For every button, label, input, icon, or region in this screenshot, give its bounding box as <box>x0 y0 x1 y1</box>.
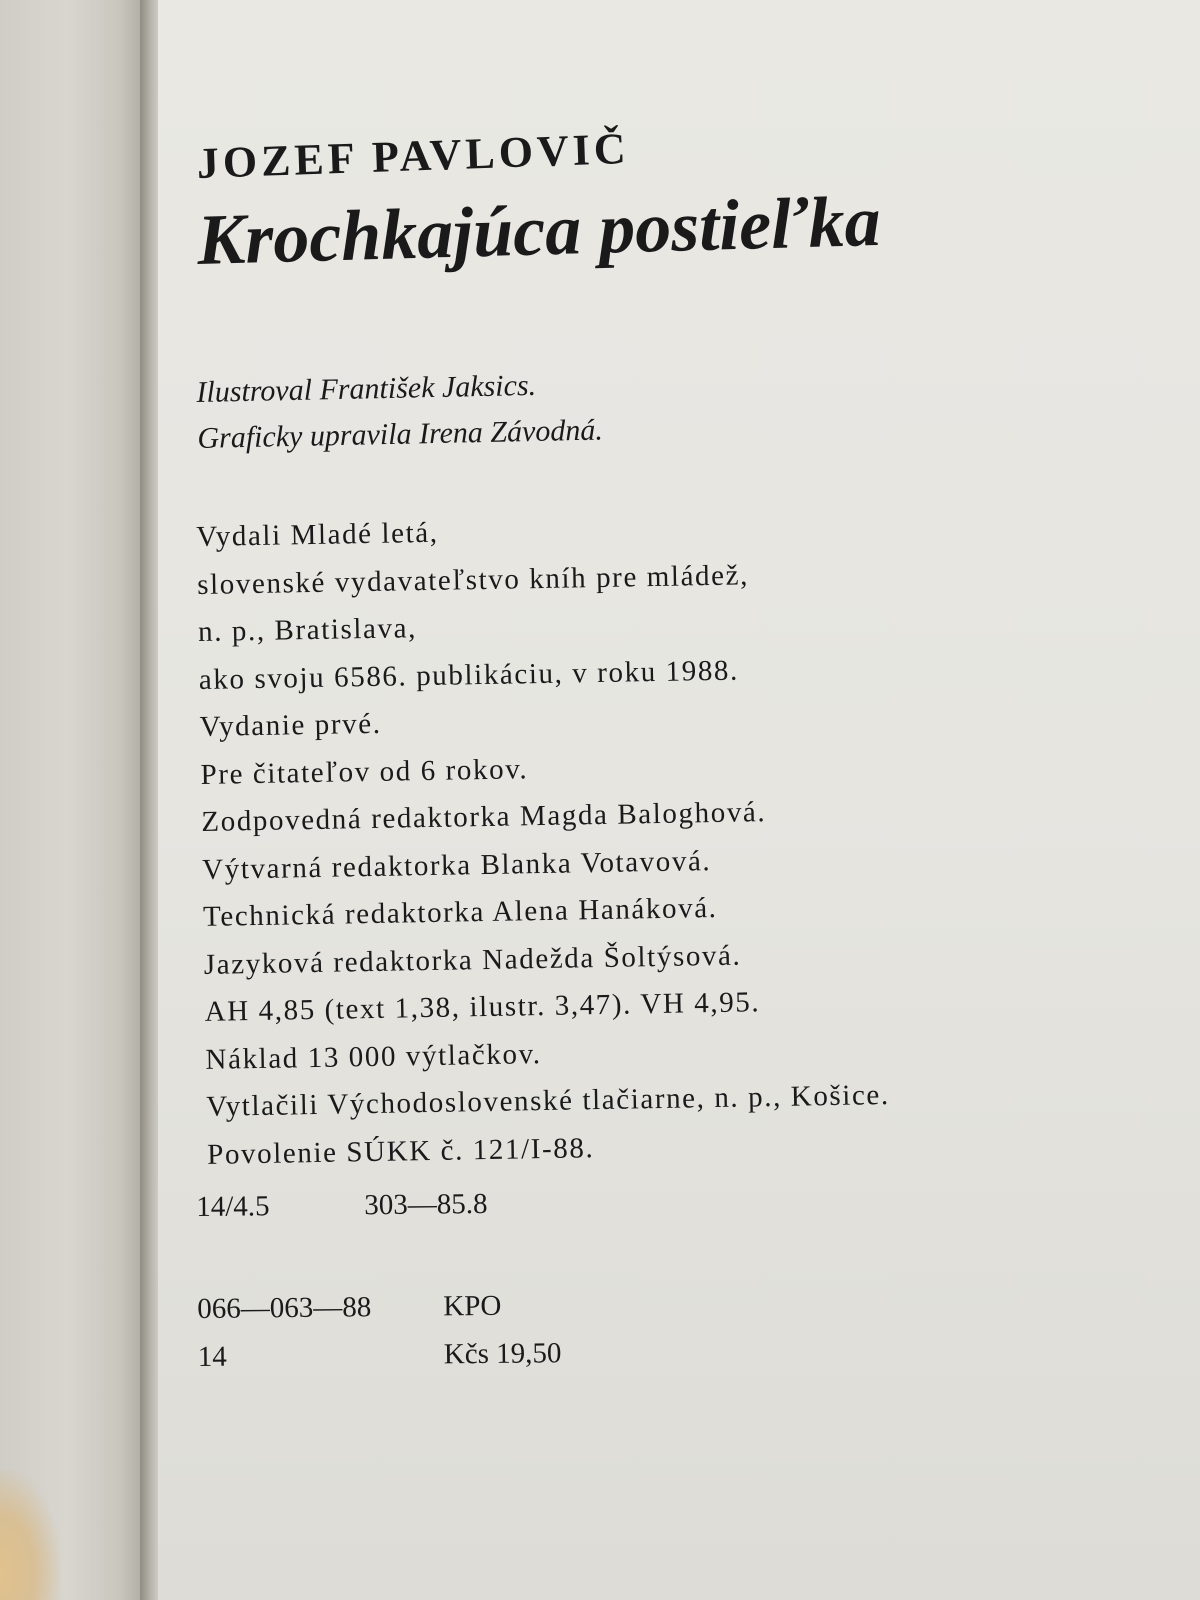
imprint-line: n. p., Bratislava, <box>197 612 418 648</box>
imprint-line: Vytlačili Východoslovenské tlačiarne, n. p., Košice. <box>206 1078 890 1123</box>
book-title: Krochkajúca postieľka <box>196 180 882 280</box>
imprint-line: Vydali Mladé letá, <box>196 516 439 553</box>
imprint-page-content <box>196 123 1156 1381</box>
imprint-line: Povolenie SÚKK č. 121/I-88. <box>206 1131 595 1171</box>
credits-block <box>196 350 1158 462</box>
price-row <box>198 1323 1158 1381</box>
imprint-line: slovenské vydavateľstvo kníh pre mládež, <box>196 558 750 601</box>
credit-line-illustrator: Ilustroval František Jaksics. <box>196 368 537 409</box>
imprint-line: ako svoju 6586. publikáciu, v roku 1988. <box>198 654 740 696</box>
imprint-line: Technická redaktorka Alena Hanáková. <box>202 891 718 933</box>
page-stain <box>0 1470 60 1600</box>
imprint-line: Pre čitateľov od 6 rokov. <box>200 752 529 791</box>
price-value: Kčs 19,50 <box>443 1337 562 1371</box>
catalog-codes <box>196 1173 1158 1381</box>
imprint-line: Jazyková redaktorka Nadežda Šoltýsová. <box>203 939 742 981</box>
code-value: 303—85.8 <box>364 1187 488 1222</box>
code-value: 14 <box>197 1340 227 1373</box>
imprint-block <box>196 497 1167 1179</box>
imprint-line: AH 4,85 (text 1,38, ilustr. 3,47). VH 4,95. <box>204 986 761 1028</box>
code-value: 14/4.5 <box>196 1190 270 1223</box>
imprint-line: Náklad 13 000 výtlačkov. <box>205 1037 542 1076</box>
imprint-line: Výtvarná redaktorka Blanka Votavová. <box>201 844 712 886</box>
code-value: 066—063—88 <box>197 1291 372 1325</box>
code-value: KPO <box>443 1289 502 1323</box>
credit-line-graphic-design: Graficky upravila Irena Závodná. <box>197 413 604 455</box>
author-name: JOZEF PAVLOVIČ <box>196 123 631 188</box>
imprint-line: Vydanie prvé. <box>199 707 382 743</box>
imprint-line: Zodpovedná redaktorka Magda Baloghová. <box>201 796 767 838</box>
left-page <box>0 0 150 1600</box>
